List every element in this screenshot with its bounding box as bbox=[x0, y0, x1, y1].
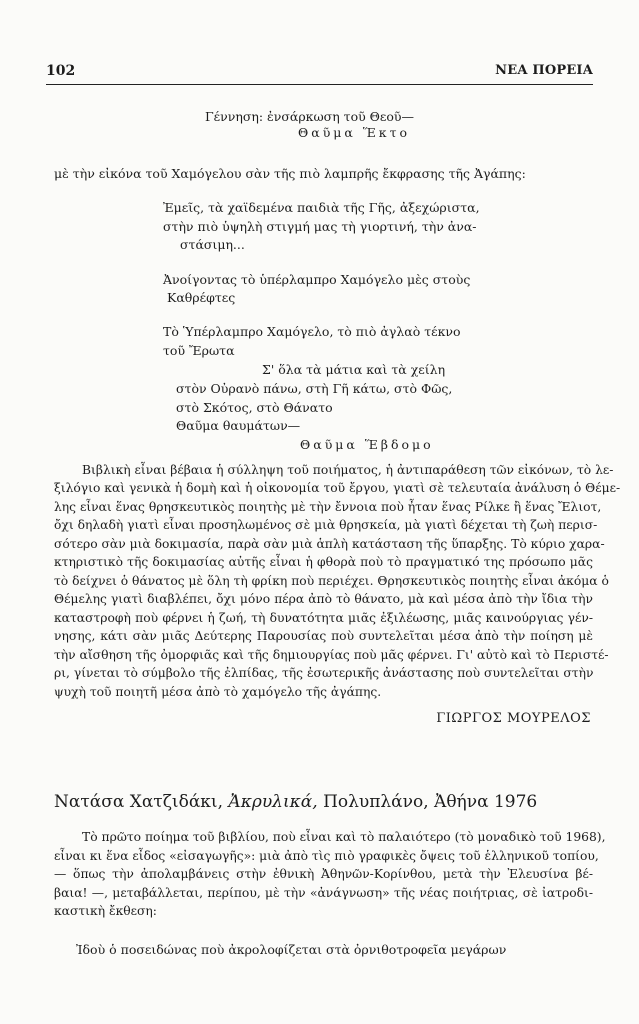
review-line: εἶναι κι ἕνα εἶδος «εἰσαγωγῆς»: μιὰ ἀπὸ τὶς πιὸ γραφικὲς ὄψεις τοῦ ἑλληνικοῦ τοπίου, bbox=[54, 849, 599, 863]
review-book-title: Ἀκρυλικά, bbox=[228, 792, 318, 812]
commentary-line: λης εἶναι ἕνας θρησκευτικὸς ποιητὴς μὲ τὴν ἔννοια ποὺ ἦταν ἕνας Ρίλκε ἢ ἕνας Ἔλιοτ, bbox=[54, 500, 602, 514]
poem-line: στὸν Οὐρανὸ πάνω, στὴ Γῆ κάτω, στὸ Φῶς, bbox=[176, 381, 453, 396]
commentary-line: ὄχι δηλαδὴ γιατὶ εἶναι προσηλωμένος σὲ μιὰ θρησκεία, μὰ γιατὶ δέχεται τὴ ζωὴ περισ- bbox=[54, 518, 598, 532]
commentary-line: τὸ δείχνει ὁ θάνατος μὲ ὅλη τὴ φρίκη ποὺ περιέχει. Θρησκευτικὸς ποιητὴς εἶναι ἀκόμα ὁ bbox=[54, 574, 609, 588]
review-line: Τὸ πρῶτο ποίημα τοῦ βιβλίου, ποὺ εἶναι καὶ τὸ παλαιότερο (τὸ μοναδικὸ τοῦ 1968), bbox=[82, 830, 606, 844]
poem-line: Τὸ Ὑπέρλαμπρο Χαμόγελο, τὸ πιὸ ἀγλαὸ τέκνο bbox=[163, 324, 461, 339]
commentary-line: κτηριστικὸ τῆς δοκιμασίας αὐτῆς εἶναι ἡ φθορὰ ποὺ τὸ πραγματικό της πρόσωπο μᾶς bbox=[54, 555, 593, 569]
poem-line: στὴν πιὸ ὑψηλὴ στιγμή μας τὴ γιορτινή, τὴν ἀνα- bbox=[163, 219, 477, 234]
commentary-line: ξιλόγιο καὶ γενικὰ ἡ δομὴ καὶ ἡ οἰκονομία τοῦ ἔργου, γιατὶ σὲ τελευταία ἀνάλυση ὁ Θέμε- bbox=[54, 481, 621, 495]
header-rule bbox=[46, 84, 593, 85]
poem-line: Θαῦμα θαυμάτων— bbox=[176, 418, 301, 433]
poem-line: Γέννηση: ἐνσάρκωση τοῦ Θεοῦ— bbox=[205, 109, 415, 124]
author-signature: ΓΙΩΡΓΟΣ ΜΟΥΡΕΛΟΣ bbox=[436, 711, 591, 726]
review-line: — ὅπως τὴν ἀπολαμβάνεις στὴν ἐθνικὴ Ἀθηνῶν-Κορίνθου, μετὰ τὴν Ἐλευσίνα βέ- bbox=[54, 867, 593, 881]
poem-line: τοῦ Ἔρωτα bbox=[163, 343, 235, 358]
commentary-line: Θέμελης γιατὶ διαβλέπει, ὄχι μόνο πέρα ἀπὸ τὸ θάνατο, μὰ καὶ μέσα ἀπὸ τὴν ἴδια τὴν bbox=[54, 592, 593, 606]
review-publisher: Πολυπλάνο, bbox=[323, 792, 429, 812]
commentary-line: ψυχὴ τοῦ ποιητῆ μέσα ἀπὸ τὸ χαμόγελο τῆς ἀγάπης. bbox=[54, 685, 382, 699]
poem-line: Καθρέφτες bbox=[167, 290, 236, 305]
review-city-year: Ἀθήνα 1976 bbox=[434, 792, 538, 812]
commentary-line: ρι, γίνεται τὸ σύμβολο τῆς ἐλπίδας, τῆς ἐσωτερικῆς ἀνάστασης ποὺ συντελεῖται στὴν bbox=[54, 666, 594, 680]
poem-line: στάσιμη... bbox=[180, 237, 245, 252]
poem-line: Θαῦμα Ἕβδομο bbox=[300, 437, 434, 452]
poem-line: Ἀνοίγοντας τὸ ὑπέρλαμπρο Χαμόγελο μὲς στοὺς bbox=[163, 272, 471, 287]
review-line: βαια! —, μεταβάλλεται, περίπου, μὲ τὴν «ἀνάγνωση» τῆς νέας ποιήτριας, σὲ ἰατροδι- bbox=[54, 886, 593, 900]
page-number: 102 bbox=[46, 63, 76, 79]
poem-line: Θαῦμα Ἕκτο bbox=[298, 125, 411, 140]
review-heading bbox=[54, 792, 537, 812]
intro-line: μὲ τὴν εἰκόνα τοῦ Χαμόγελου σὰν τῆς πιὸ λαμπρῆς ἔκφρασης τῆς Ἀγάπης: bbox=[54, 166, 526, 181]
running-title: ΝΕΑ ΠΟΡΕΙΑ bbox=[495, 63, 593, 78]
quoted-poem-line: Ἰδοὺ ὁ ποσειδώνας ποὺ ἀκρολοφίζεται στὰ ὀρνιθοτροφεῖα μεγάρων bbox=[76, 942, 507, 957]
commentary-line: νησης, κάτι σὰν μιᾶς Δεύτερης Παρουσίας ποὺ συντελεῖται μέσα ἀπὸ τὴν ποίηση μὲ bbox=[54, 629, 593, 643]
poem-line: στὸ Σκότος, στὸ Θάνατο bbox=[176, 400, 333, 415]
review-line: καστικὴ ἔκθεση: bbox=[54, 904, 157, 918]
page-header bbox=[46, 58, 593, 84]
poem-line: Ἐμεῖς, τὰ χαϊδεμένα παιδιὰ τῆς Γῆς, ἀξεχώριστα, bbox=[163, 200, 480, 215]
commentary-line: Βιβλικὴ εἶναι βέβαια ἡ σύλληψη τοῦ ποιήματος, ἡ ἀντιπαράθεση τῶν εἰκόνων, τὸ λε- bbox=[82, 463, 614, 477]
commentary-line: σότερο σὰν μιὰ δοκιμασία, παρὰ σὰν μιὰ ἁπλὴ κατάσταση τῆς ὕπαρξης. Τὸ κύριο χαρα- bbox=[54, 537, 605, 551]
review-author: Νατάσα Χατζιδάκι, bbox=[54, 792, 224, 812]
poem-line: Σ' ὅλα τὰ μάτια καὶ τὰ χείλη bbox=[262, 362, 446, 377]
commentary-line: καταστροφὴ ποὺ φέρνει ἡ ζωή, τὴ δυνατότητα μιᾶς ἐξιλέωσης, μιᾶς καινούργιας γέν- bbox=[54, 611, 593, 625]
commentary-line: τὴν αἴσθηση τῆς ὀμορφιᾶς καὶ τῆς δημιουργίας ποὺ μᾶς φέρνει. Γι' αὐτὸ καὶ τὸ Περιστέ- bbox=[54, 648, 609, 662]
